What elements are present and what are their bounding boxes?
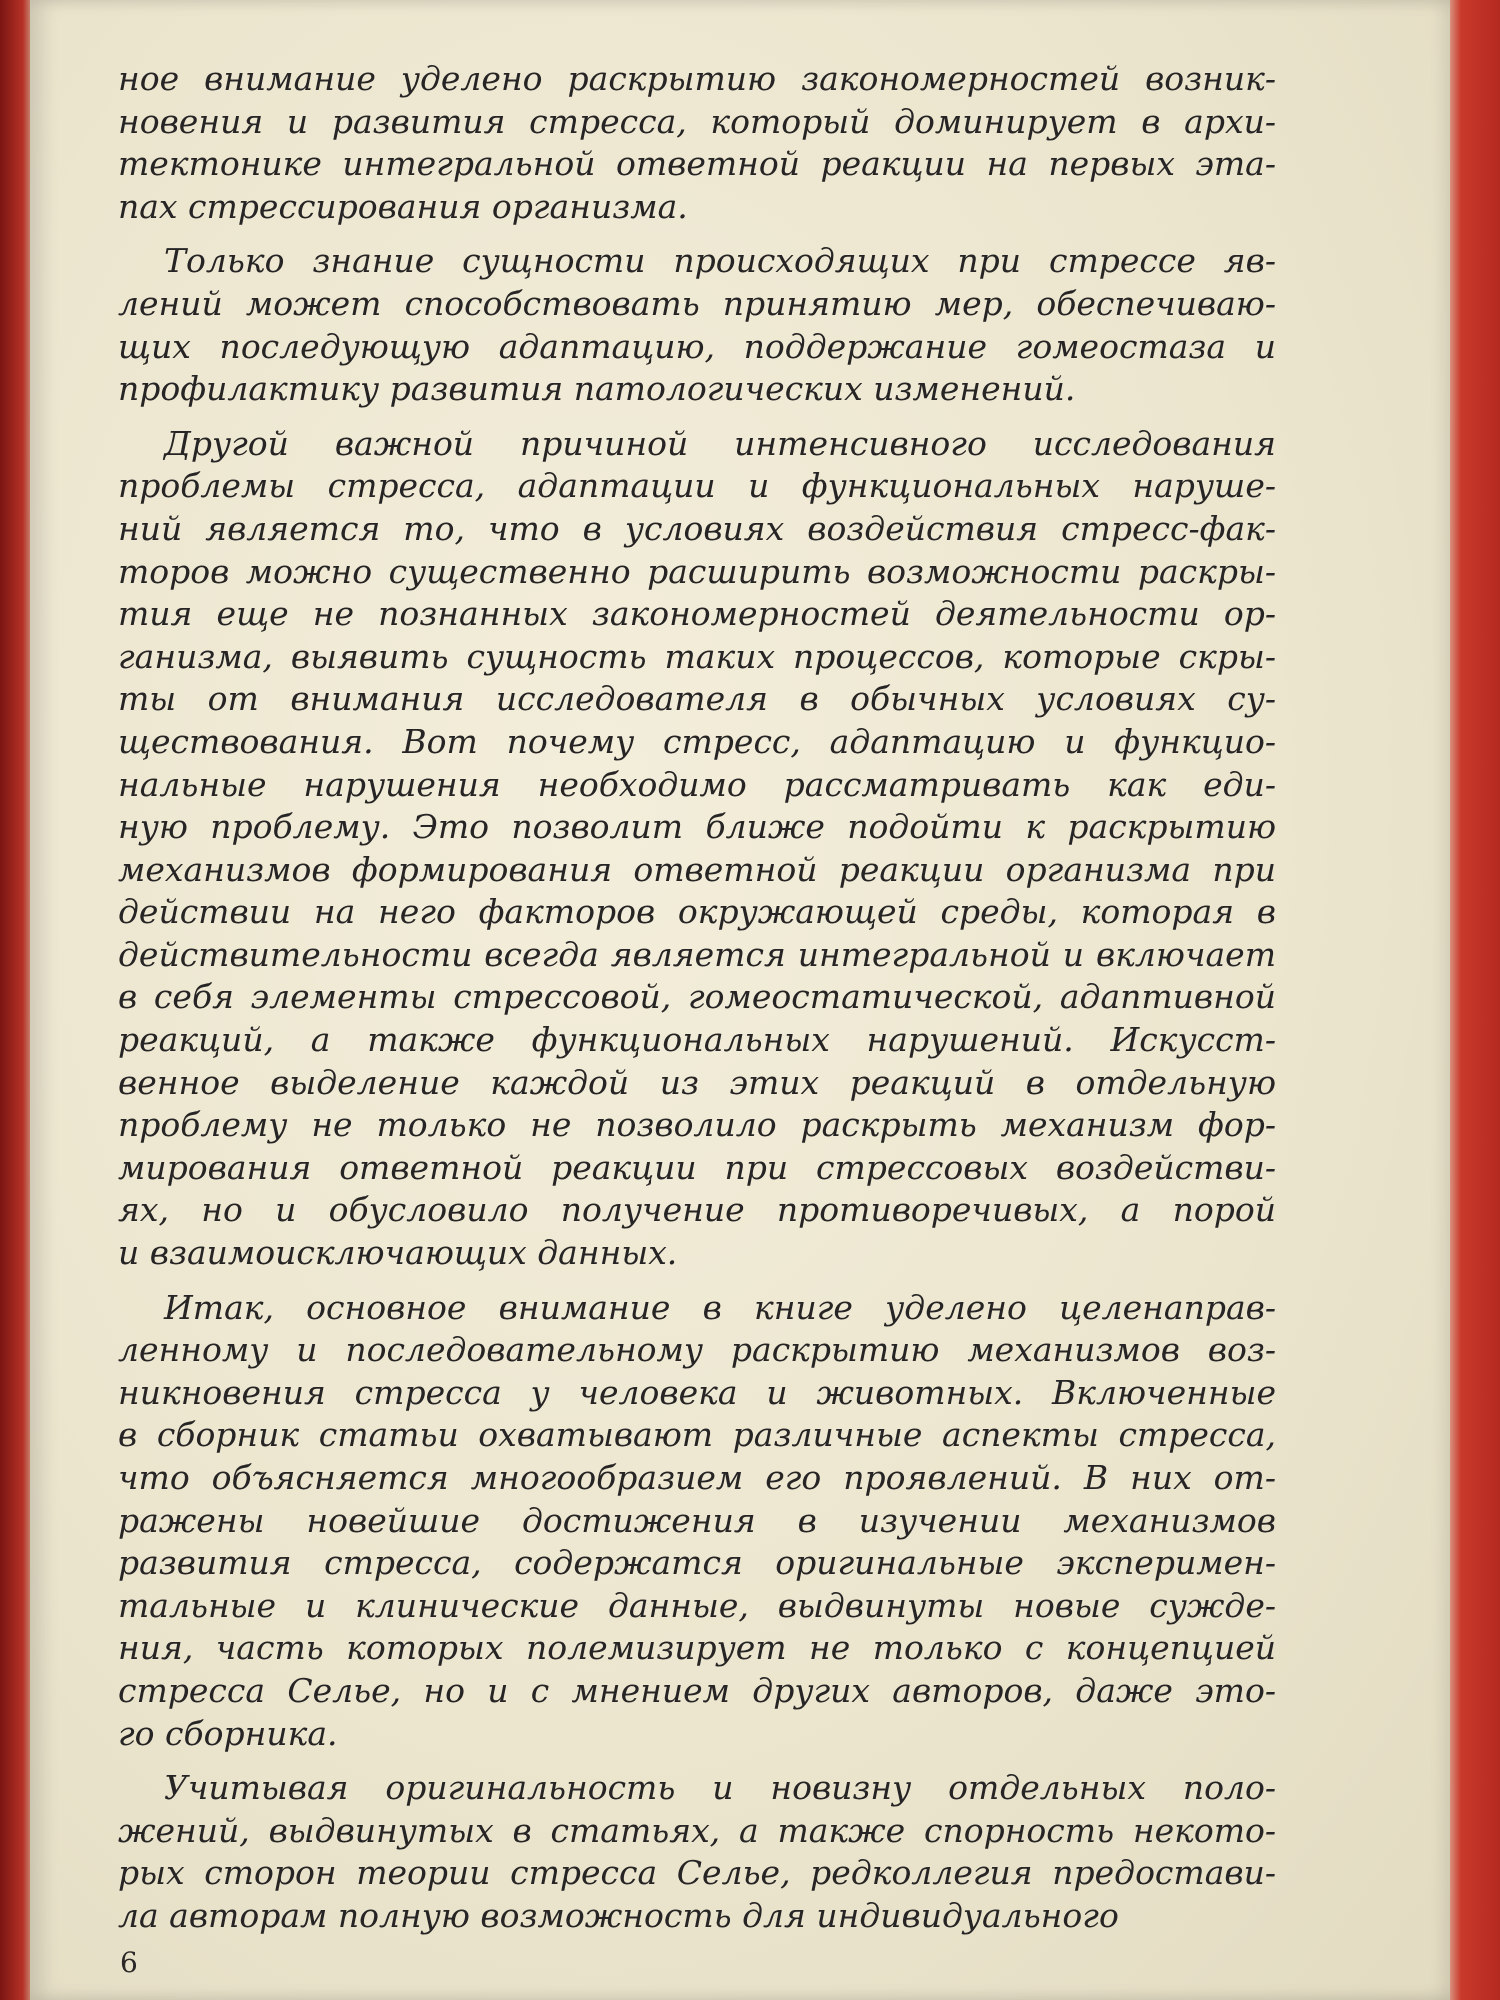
text-line: пах стрессирования организма. (118, 186, 688, 226)
text-line: рых сторон теории стресса Селье, редколлегия предостави- (118, 1853, 1276, 1893)
text-line: ла авторам полную возможность для индивидуального (118, 1895, 1119, 1935)
text-line: что объясняется многообразием его проявлений. В них от- (118, 1458, 1276, 1497)
text-line: стресса Селье, но и с мнением других авторов, даже это- (118, 1670, 1276, 1710)
text-line: ражены новейшие достижения в изучении механизмов (118, 1500, 1276, 1540)
text-line: ния, часть которых полемизирует не только с концепцией (118, 1628, 1276, 1668)
text-line: ленному и последовательному раскрытию механизмов воз- (118, 1330, 1276, 1370)
text-line: и взаимоисключающих данных. (118, 1233, 678, 1273)
paragraph-gap (118, 228, 1276, 240)
text-line: новения и развития стресса, который доминирует в архи- (118, 101, 1276, 141)
paragraph-gap (118, 1755, 1276, 1767)
text-line: лений может способствовать принятию мер, обеспечиваю- (118, 283, 1276, 323)
text-line: Учитывая оригинальность и новизну отдельных поло- (164, 1768, 1276, 1808)
text-line: действительности всегда является интегральной и включает (118, 934, 1276, 974)
text-line: действии на него факторов окружающей среды, которая в (118, 892, 1276, 932)
text-line: щих последующую адаптацию, поддержание гомеостаза и (118, 326, 1276, 366)
text-line: ний является то, что в условиях воздействия стресс-фак- (118, 508, 1276, 548)
text-line: го сборника. (118, 1713, 338, 1753)
text-line: развития стресса, содержатся оригинальные эксперимен- (118, 1543, 1276, 1583)
paragraph-gap (118, 1275, 1276, 1287)
text-line: венное выделение каждой из этих реакций в отдельную (118, 1062, 1276, 1102)
text-line: ществования. Вот почему стресс, адаптацию и функцио- (118, 721, 1276, 761)
text-line: никновения стресса у человека и животных. Включенные (118, 1372, 1276, 1412)
text-line: проблемы стресса, адаптации и функциональных наруше- (118, 466, 1276, 506)
text-line: в себя элементы стрессовой, гомеостатической, адаптивной (118, 977, 1276, 1017)
text-line: ганизма, выявить сущность таких процессов, которые скры- (118, 636, 1276, 676)
text-line: тектонике интегральной ответной реакции на первых эта- (118, 144, 1276, 184)
paragraph-gap (118, 411, 1276, 423)
text-line: жений, выдвинутых в статьях, а также спорность некото- (118, 1810, 1276, 1850)
text-line: Только знание сущности происходящих при стрессе яв- (164, 241, 1276, 281)
text-line: профилактику развития патологических изменений. (118, 369, 1076, 409)
text-line: тия еще не познанных закономерностей деятельности ор- (118, 594, 1276, 634)
text-line: ты от внимания исследователя в обычных условиях су- (118, 679, 1276, 719)
text-line: ную проблему. Это позволит ближе подойти к раскрытию (118, 807, 1276, 847)
page-body-text (118, 58, 1276, 1938)
text-line: Итак, основное внимание в книге уделено целенаправ- (164, 1287, 1276, 1327)
text-line: ях, но и обусловило получение противоречивых, а порой (118, 1190, 1276, 1230)
text-line: реакций, а также функциональных нарушений. Искусст- (118, 1020, 1276, 1060)
text-line: нальные нарушения необходимо рассматривать как еди- (118, 764, 1276, 804)
text-line: в сборник статьи охватывают различные аспекты стресса, (118, 1415, 1276, 1455)
text-line: торов можно существенно расширить возможности раскры- (118, 551, 1276, 591)
text-line: Другой важной причиной интенсивного исследования (164, 423, 1276, 463)
text-line: тальные и клинические данные, выдвинуты новые сужде- (118, 1585, 1276, 1625)
text-line: механизмов формирования ответной реакции организма при (118, 849, 1276, 889)
text-line: мирования ответной реакции при стрессовых воздействи- (118, 1147, 1276, 1187)
page-number: 6 (120, 1946, 138, 1979)
text-line: ное внимание уделено раскрытию закономерностей возник- (118, 59, 1276, 98)
text-line: проблему не только не позволило раскрыть механизм фор- (118, 1105, 1276, 1145)
